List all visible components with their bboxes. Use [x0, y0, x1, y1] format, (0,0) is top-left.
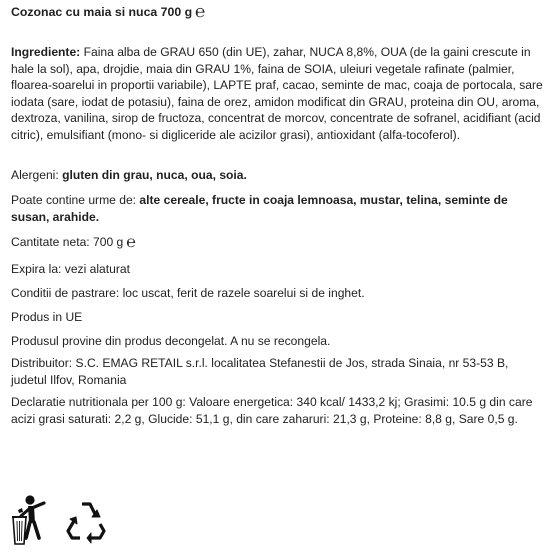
tidyman-and-recycle-icon: [10, 494, 112, 548]
disposal-icons: [10, 494, 112, 548]
ingredients-label: Ingrediente:: [11, 45, 81, 59]
product-title-text: Cozonac cu maia si nuca 700 g: [11, 5, 193, 19]
allergens-line: [11, 167, 543, 184]
ingredients-text: Faina alba de GRAU 650 (din UE), zahar, NUCA 8,8%, OUA (de la gaini crescute in hale la sol), apa, drojdie, maia din GRAU 1%, faina de SOIA, uleiuri vegetale rafinate (palmier, floarea-soarelui in proportii variabile), LAPTE praf, cacao, seminte de mac, coaja de portocala, sare iodata (sare, iodat de potasiu), faina de orez, amidon modificat din GRAU, proteina din OU, aroma, dextroza, vanilina, sirop de fructoza, concentrat de morcov, concentrate de sofranel, acidifiant (acid citric), emulsifiant (mono- si digliceride ale acizilor grasi), antioxidant (alfa-tocoferol).: [11, 45, 543, 142]
estimate-sign: ℮: [195, 2, 206, 21]
storage-line: Conditii de pastrare: loc uscat, ferit de razele soarelui si de inghet.: [11, 286, 365, 300]
ingredients-paragraph: [11, 44, 543, 144]
traces-value: alte cereale, fructe in coaja lemnoasa, mustar, telina, seminte de susan, arahide.: [11, 193, 508, 224]
distributor-paragraph: Distribuitor: S.C. EMAG RETAIL s.r.l. localitatea Stefanestii de Jos, strada Sinaia, nr 53-53 B, judetul Ilfov, Romania: [11, 356, 509, 387]
nutrition-paragraph: Declaratie nutritionala per 100 g: Valoare energetica: 340 kcal/ 1433,2 kj; Grasimi: 10.5 g din care acizi grasi saturati: 2,2 g, Glucide: 51,1 g, din care zaharuri: 21,3 g, Proteine: 8,8 g, Sare 0,5 g.: [11, 395, 533, 426]
product-title: [11, 4, 205, 21]
allergens-label: Alergeni:: [11, 168, 63, 182]
tidyman-icon: [12, 495, 44, 544]
traces-label: Poate contine urme de:: [11, 193, 140, 207]
defrost-line: Produsul provine din produs decongelat. A nu se recongela.: [11, 334, 331, 348]
net-quantity-text: Cantitate neta: 700 g: [11, 235, 124, 249]
net-quantity-estimate-sign: ℮: [126, 234, 136, 251]
recycle-icon: [68, 504, 104, 543]
allergens-value: gluten din grau, nuca, oua, soia.: [62, 168, 247, 182]
expiry-line: Expira la: vezi alaturat: [11, 262, 130, 276]
origin-line: Produs in UE: [11, 310, 83, 324]
net-quantity-line: [11, 234, 543, 252]
traces-paragraph: [11, 192, 543, 225]
